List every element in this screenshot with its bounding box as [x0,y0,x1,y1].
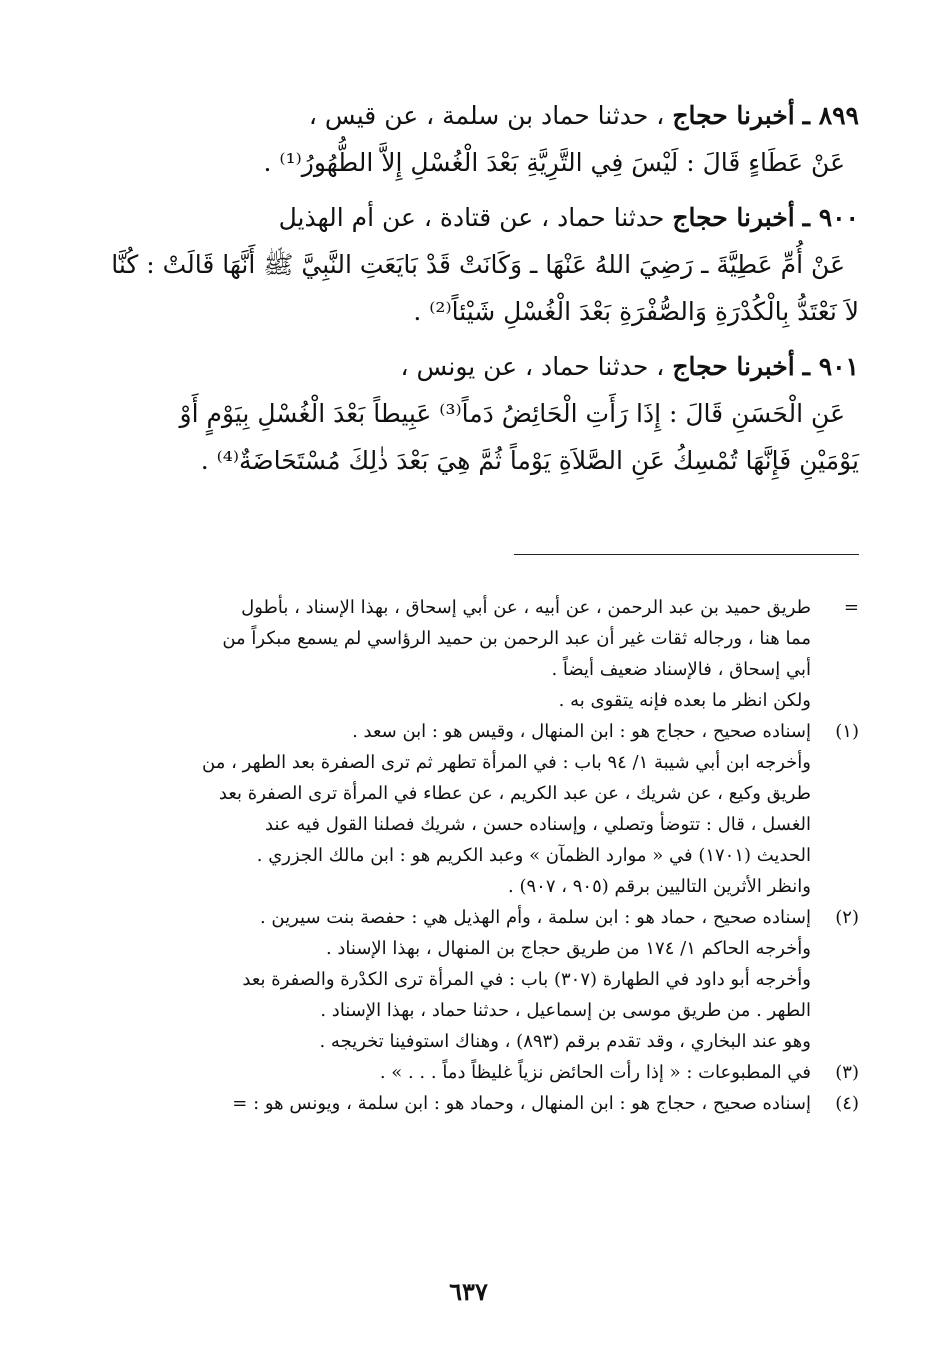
hadith-number: ٩٠٠ ـ [802,203,859,232]
footnote-line: طريق وكيع ، عن شريك ، عن عبد الكريم ، عن عطاء في المرأة ترى الصفرة بعد [218,783,811,804]
footnote-2 [78,902,859,1057]
hadith-ikhbar: أخبرنا حجاج [672,203,795,232]
footnotes [78,592,859,1119]
footnote-line: الطهر . من طريق موسى بن إسماعيل ، حدثنا حماد ، بهذا الإسناد . [320,1000,811,1021]
footnote-line: في المطبوعات : « إذا رأت الحائض نزياً غليظاً دماً . . . » . [379,1062,811,1083]
hadith-number: ٨٩٩ ـ [802,101,859,130]
footnote-mark: (٢) [835,907,859,928]
hadith-isnad-rest: حدثنا حماد ، عن قتادة ، عن أم الهذيل [278,203,665,232]
footnote-line: إسناده صحيح ، حماد هو : ابن سلمة ، وأم الهذيل هي : حفصة بنت سيرين . [259,907,811,928]
hadith-isnad [78,194,859,241]
hadith-ikhbar: أخبرنا حجاج [672,352,795,381]
footnote-line: ولكن انظر ما بعده فإنه يتقوى به . [558,690,811,711]
footnote-mark: (٣) [835,1062,859,1083]
footnote-line: وأخرجه أبو داود في الطهارة (٣٠٧) باب : في المرأة ترى الكدْرة والصفرة بعد [242,969,811,990]
footnote-mark: (٤) [835,1093,859,1114]
footnote-line: الغسل ، قال : تتوضأ وتصلي ، وإسناده حسن ، شريك فصلنا القول فيه عند [265,814,811,835]
hadith-899 [78,92,859,186]
footnote-4 [78,1088,859,1119]
footnote-line: وهو عند البخاري ، وقد تقدم برقم (٨٩٣) ، وهناك استوفينا تخريجه . [319,1031,811,1052]
footnote-body [78,1057,811,1088]
page-number: ٦٣٧ [449,1277,488,1306]
footnote-1 [78,716,859,902]
footnote-body [78,902,811,1057]
hadith-matn-line: عَنِ الْحَسَنِ قَالَ : إِذَا رَأَتِ الْحَائِضُ دَماً⁽³⁾ عَبِيطاً بَعْدَ الْغُسْلِ بِيَوْمٍ أَوْ [179,399,845,428]
hadith-matn-line: لاَ نَعْتَدُّ بِالْكُدْرَةِ وَالصُّفْرَةِ بَعْدَ الْغُسْلِ شَيْئاً⁽²⁾ . [413,297,859,326]
footnote-line: طريق حميد بن عبد الرحمن ، عن أبيه ، عن أبي إسحاق ، بهذا الإسناد ، بأطول [241,597,811,618]
footnote-3 [78,1057,859,1088]
footnote-line: وأخرجه ابن أبي شيبة ١/ ٩٤ باب : في المرأة تطهر ثم ترى الصفرة بعد الطهر ، من [202,752,811,773]
footnote-separator [514,554,859,555]
footnote-line: إسناده صحيح ، حجاج هو : ابن المنهال ، وحماد هو : ابن سلمة ، ويونس هو : = [232,1093,811,1114]
hadith-number: ٩٠١ ـ [802,352,859,381]
hadith-matn-line: يَوْمَيْنِ فَإِنَّهَا تُمْسِكُ عَنِ الصَّلاَةِ يَوْماً ثُمَّ هِيَ بَعْدَ ذٰلِكَ مُسْتَحَاضَةٌ⁽⁴⁾ . [200,446,859,475]
footnote-line: مما هنا ، ورجاله ثقات غير أن عبد الرحمن بن حميد الرؤاسي لم يسمع مبكراً من [222,628,811,649]
hadith-isnad [78,343,859,390]
footnote-body [78,1088,811,1119]
hadith-isnad-rest: ، حدثنا حماد بن سلمة ، عن قيس ، [308,101,665,130]
footnote-mark: = [843,597,859,618]
footnote-line: أبي إسحاق ، فالإسناد ضعيف أيضاً . [551,659,811,680]
footnote-continuation [78,592,859,716]
hadith-isnad-rest: ، حدثنا حماد ، عن يونس ، [400,352,665,381]
hadith-901 [78,343,859,484]
footnote-line: إسناده صحيح ، حجاج هو : ابن المنهال ، وقيس هو : ابن سعد . [352,721,811,742]
hadith-matn-line: عَنْ أُمِّ عَطِيَّةَ ـ رَضِيَ اللهُ عَنْهَا ـ وَكَانَتْ قَدْ بَايَعَتِ النَّبِيَّ ﷺ أَنَّهَا قَالَتْ : كُنَّا [111,250,845,279]
hadith-900 [78,194,859,335]
page [78,92,859,1371]
footnote-body [78,592,811,716]
hadith-ikhbar: أخبرنا حجاج [672,101,795,130]
footnote-line: وأخرجه الحاكم ١/ ١٧٤ من طريق حجاج بن المنهال ، بهذا الإسناد . [325,938,811,959]
footnote-mark: (١) [835,721,859,742]
footnote-line: وانظر الأثرين التاليين برقم (٩٠٥ ، ٩٠٧) . [508,876,811,897]
hadith-isnad [78,92,859,139]
hadith-matn-line: عَنْ عَطَاءٍ قَالَ : لَيْسَ فِي التَّرِيَّةِ بَعْدَ الْغُسْلِ إِلاَّ الطُّهُورُ⁽¹⁾ . [263,148,845,177]
footnote-line: الحديث (١٧٠١) في « موارد الظمآن » وعبد الكريم هو : ابن مالك الجزري . [256,845,811,866]
footnote-body [78,716,811,902]
